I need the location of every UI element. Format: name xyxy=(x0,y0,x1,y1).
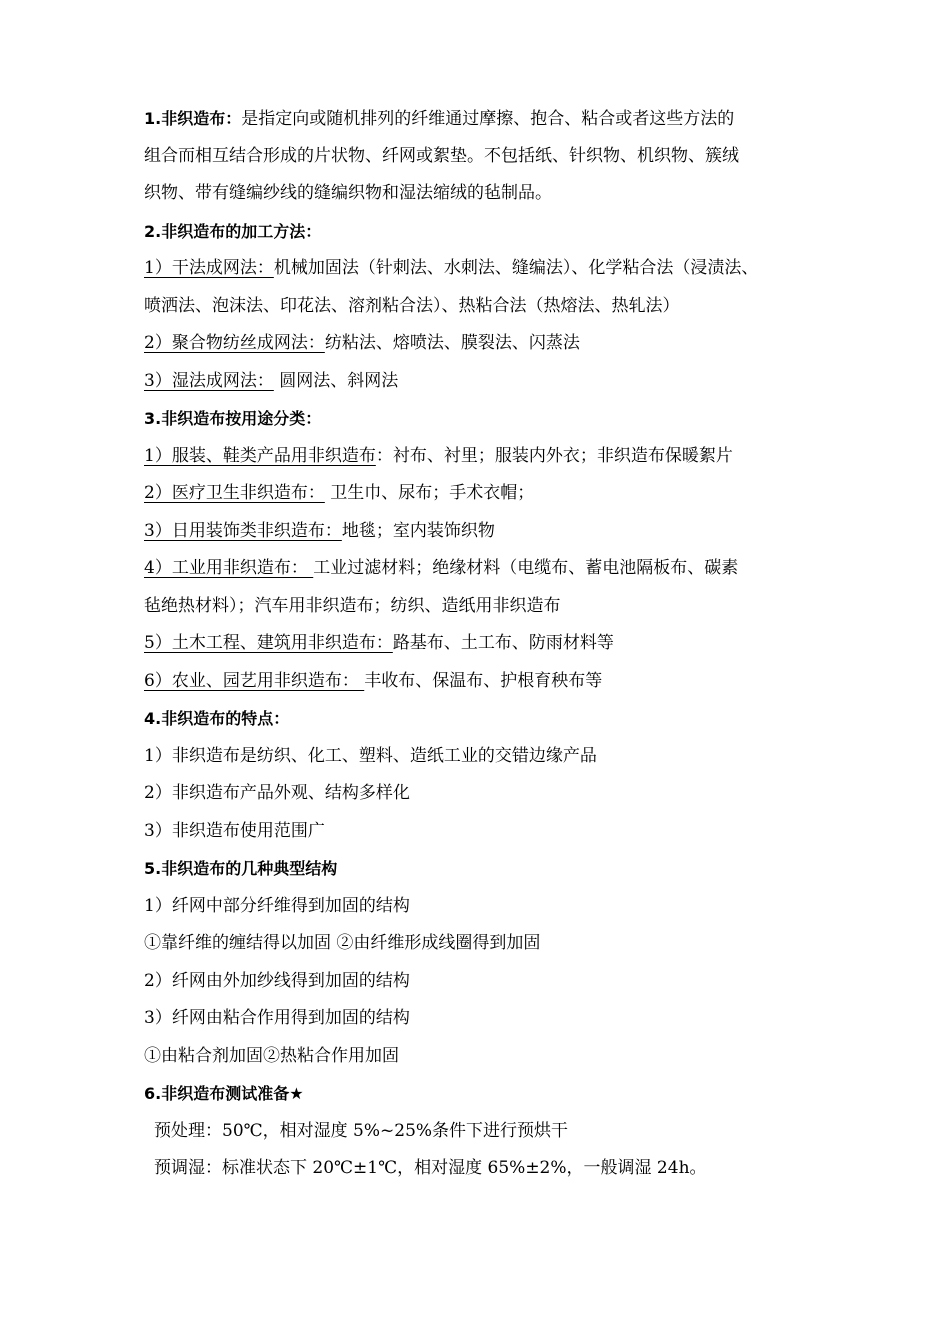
section-5-heading: 5.非织造布的几种典型结构 xyxy=(144,859,338,878)
definition-text: 是指定向或随机排列的纤维通过摩擦、抱合、粘合或者这些方法的 xyxy=(241,109,735,129)
feature-item-3: 3）非织造布使用范围广 xyxy=(144,820,325,841)
definition-title: 1.非织造布： xyxy=(144,109,242,128)
method-item-3 xyxy=(144,363,816,401)
usage-item-1 xyxy=(144,438,816,476)
method-text: 圆网法、斜网法 xyxy=(273,370,399,391)
usage-item-6 xyxy=(144,663,816,701)
usage-item-4 xyxy=(144,550,816,588)
usage-label: 6）农业、园艺用非织造布： xyxy=(144,670,365,691)
method-text: 喷洒法、泡沫法、印花法、溶剂粘合法）、热粘合法（热熔法、热轧法） xyxy=(144,295,680,316)
method-text: 纺粘法、熔喷法、膜裂法、闪蒸法 xyxy=(324,333,580,353)
section-2-heading: 2.非织造布的加工方法： xyxy=(144,221,322,241)
structure-item-1: 1）纤网中部分纤维得到加固的结构 xyxy=(144,895,410,916)
usage-text: 地毯；室内装饰织物 xyxy=(341,520,495,541)
usage-text: 卫生巾、尿布；手术衣帽； xyxy=(324,483,535,503)
feature-item-2: 2）非织造布产品外观、结构多样化 xyxy=(144,783,410,803)
structure-item-2: 2）纤网由外加纱线得到加固的结构 xyxy=(144,970,410,991)
usage-item-5 xyxy=(144,625,816,663)
usage-text: 工业过滤材料；绝缘材料（电缆布、蓄电池隔板布、碳素 xyxy=(313,558,739,578)
structure-item-3: 3）纤网由粘合作用得到加固的结构 xyxy=(144,1008,410,1028)
method-item-1-cont xyxy=(144,288,816,326)
method-label: 3）湿法成网法： xyxy=(144,370,274,391)
usage-label: 1）服装、鞋类产品用非织造布 xyxy=(144,445,376,466)
usage-label: 2）医疗卫生非织造布： xyxy=(144,483,325,503)
usage-label: 5）土木工程、建筑用非织造布： xyxy=(144,633,393,653)
usage-text: 毡绝热材料）；汽车用非织造布；纺织、造纸用非织造布 xyxy=(144,595,561,616)
document-body xyxy=(144,100,816,1188)
definition-line-1 xyxy=(144,100,816,138)
method-item-1 xyxy=(144,250,816,288)
test-prep-conditioning: 预调湿：标准状态下 20℃±1℃，相对湿度 65%±2%，一般调湿 24h。 xyxy=(154,1158,707,1178)
method-label: 2）聚合物纺丝成网法： xyxy=(144,333,325,353)
usage-text: ：衬布、衬里；服装内外衣；非织造布保暖絮片 xyxy=(375,445,733,466)
method-item-2 xyxy=(144,325,816,363)
usage-text: 路基布、土工布、防雨材料等 xyxy=(392,633,614,653)
feature-item-1: 1）非织造布是纺织、化工、塑料、造纸工业的交错边缘产品 xyxy=(144,745,597,766)
section-4-heading: 4.非织造布的特点： xyxy=(144,709,290,728)
usage-item-2 xyxy=(144,475,816,513)
method-text: 机械加固法（针刺法、水刺法、缝编法）、化学粘合法（浸渍法、 xyxy=(273,258,759,278)
structure-item-3-detail: ①由粘合剂加固②热粘合作用加固 xyxy=(144,1045,399,1066)
test-prep-pretreatment: 预处理：50℃，相对湿度 5%~25%条件下进行预烘干 xyxy=(154,1120,569,1141)
section-3-heading: 3.非织造布按用途分类： xyxy=(144,409,322,428)
definition-line-2: 组合而相互结合形成的片状物、纤网或絮垫。不包括纸、针织物、机织物、簇绒 xyxy=(144,145,739,166)
usage-item-3 xyxy=(144,513,816,551)
usage-item-4-cont xyxy=(144,588,816,626)
usage-label: 3）日用装饰类非织造布： xyxy=(144,520,342,541)
usage-label: 4）工业用非织造布： xyxy=(144,558,314,578)
method-label: 1）干法成网法： xyxy=(144,258,274,278)
section-6-heading: 6.非织造布测试准备★ xyxy=(144,1084,304,1103)
structure-item-1-detail: ①靠纤维的缠结得以加固 ②由纤维形成线圈得到加固 xyxy=(144,933,541,953)
usage-text: 丰收布、保温布、护根育秧布等 xyxy=(364,670,603,691)
definition-line-3: 织物、带有缝编纱线的缝编织物和湿法缩绒的毡制品。 xyxy=(144,183,552,203)
